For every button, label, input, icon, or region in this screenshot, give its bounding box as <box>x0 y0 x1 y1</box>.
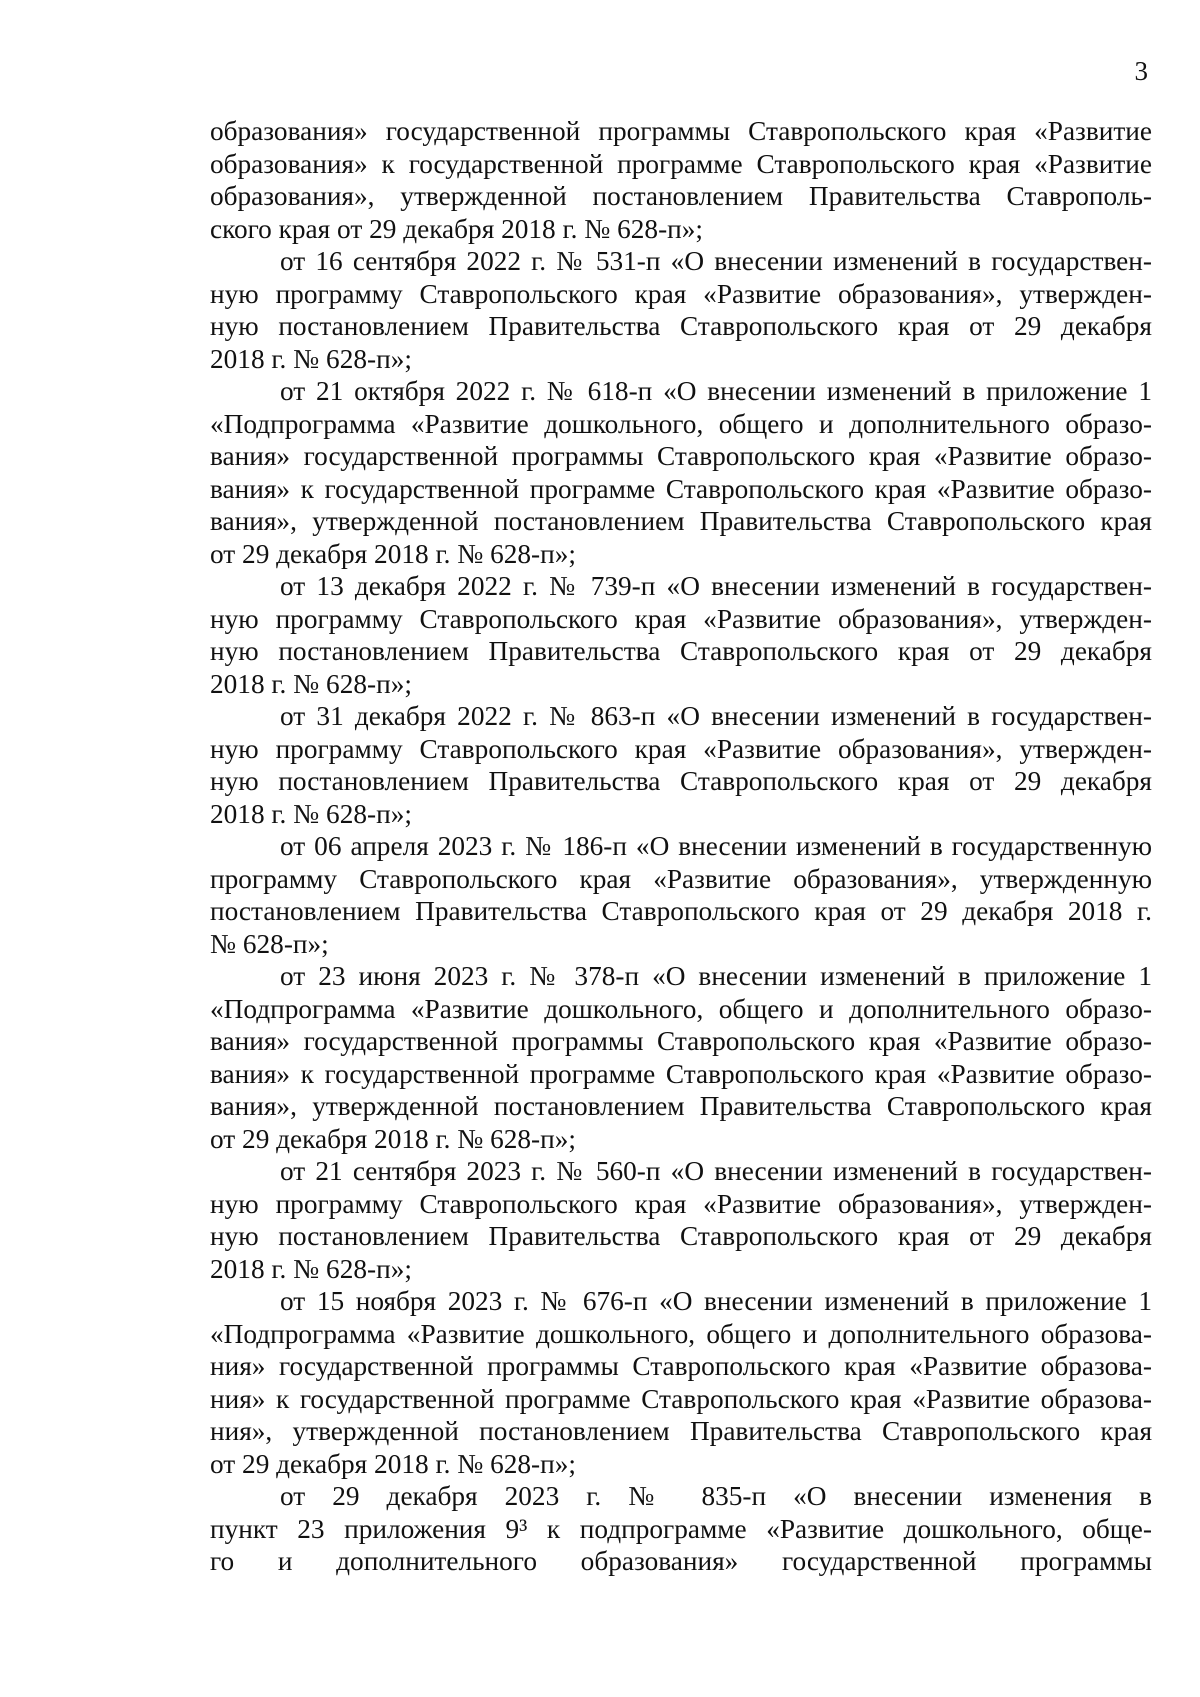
text-line: ную постановлением Правительства Ставропольского края от 29 декабря <box>210 636 1152 666</box>
paragraph-decree-739 <box>210 570 1152 700</box>
text-line: ния» государственной программы Ставропольского края «Развитие образова- <box>210 1351 1152 1381</box>
text-line: от 29 декабря 2018 г. № 628-п»; <box>210 1448 576 1479</box>
text-line: от 29 декабря 2018 г. № 628-п»; <box>210 1123 576 1154</box>
paragraph-decree-531 <box>210 245 1152 375</box>
text-line: образования» к государственной программе Ставропольского края «Развитие <box>210 148 1152 179</box>
text-line: вания», утвержденной постановлением Правительства Ставропольского края <box>210 1091 1152 1121</box>
text-line: «Подпрограмма «Развитие дошкольного, общего и дополнительного образо- <box>210 408 1152 439</box>
text-line: образования» государственной программы Ставропольского края «Развитие <box>210 116 1152 146</box>
text-line: программу Ставропольского края «Развитие образования», утвержденную <box>210 863 1152 894</box>
text-line: ную программу Ставропольского края «Развитие образования», утвержден- <box>210 1188 1152 1219</box>
paragraph-decree-835 <box>210 1480 1152 1578</box>
text-line: постановлением Правительства Ставропольского края от 29 декабря 2018 г. <box>210 896 1152 926</box>
text-line: ную постановлением Правительства Ставропольского края от 29 декабря <box>210 1221 1152 1251</box>
text-line: ную постановлением Правительства Ставропольского края от 29 декабря <box>210 766 1152 796</box>
text-line: ную программу Ставропольского края «Развитие образования», утвержден- <box>210 278 1152 309</box>
paragraph-decree-378 <box>210 960 1152 1155</box>
paragraph-decree-863 <box>210 700 1152 830</box>
text-line: вания» к государственной программе Ставропольского края «Развитие образо- <box>210 473 1152 504</box>
text-line: образования», утвержденной постановлением Правительства Ставрополь- <box>210 181 1152 211</box>
paragraph-decree-618 <box>210 375 1152 570</box>
text-line: от 21 октября 2022 г. № 618-п «О внесении изменений в приложение 1 <box>280 376 1152 406</box>
text-line: вания» государственной программы Ставропольского края «Развитие образо- <box>210 1026 1152 1056</box>
text-line: «Подпрограмма «Развитие дошкольного, общего и дополнительного образо- <box>210 993 1152 1024</box>
text-line: 2018 г. № 628-п»; <box>210 1253 412 1284</box>
text-line: от 31 декабря 2022 г. № 863-п «О внесении изменений в государствен- <box>280 701 1152 731</box>
text-line: 2018 г. № 628-п»; <box>210 668 412 699</box>
text-line: от 15 ноября 2023 г. № 676-п «О внесении изменений в приложение 1 <box>280 1286 1152 1316</box>
text-line: от 06 апреля 2023 г. № 186-п «О внесении изменений в государственную <box>280 831 1152 861</box>
text-line: от 23 июня 2023 г. № 378-п «О внесении изменений в приложение 1 <box>280 961 1152 991</box>
paragraph-decree-186 <box>210 830 1152 960</box>
text-line: 2018 г. № 628-п»; <box>210 798 412 829</box>
text-line: от 16 сентября 2022 г. № 531-п «О внесении изменений в государствен- <box>280 246 1152 276</box>
text-line: вания» к государственной программе Ставропольского края «Развитие образо- <box>210 1058 1152 1089</box>
paragraph-continuation <box>210 115 1152 245</box>
text-line: ную программу Ставропольского края «Развитие образования», утвержден- <box>210 603 1152 634</box>
document-body <box>210 115 1152 1578</box>
text-line: «Подпрограмма «Развитие дошкольного, общего и дополнительного образова- <box>210 1318 1152 1349</box>
text-line: пункт 23 приложения 9³ к подпрограмме «Развитие дошкольного, обще- <box>210 1513 1152 1544</box>
text-line: го и дополнительного образования» государственной программы <box>210 1546 1152 1576</box>
text-line: вания» государственной программы Ставропольского края «Развитие образо- <box>210 441 1152 471</box>
paragraph-decree-560 <box>210 1155 1152 1285</box>
text-line: от 29 декабря 2023 г. № 835-п «О внесении изменения в <box>280 1481 1152 1511</box>
text-line: ния», утвержденной постановлением Правительства Ставропольского края <box>210 1416 1152 1446</box>
text-line: ния» к государственной программе Ставропольского края «Развитие образова- <box>210 1383 1152 1414</box>
text-line: от 29 декабря 2018 г. № 628-п»; <box>210 538 576 569</box>
text-line: от 21 сентября 2023 г. № 560-п «О внесении изменений в государствен- <box>280 1156 1152 1186</box>
text-line: от 13 декабря 2022 г. № 739-п «О внесении изменений в государствен- <box>280 571 1152 601</box>
paragraph-decree-676 <box>210 1285 1152 1480</box>
text-line: вания», утвержденной постановлением Правительства Ставропольского края <box>210 506 1152 536</box>
text-line: ную постановлением Правительства Ставропольского края от 29 декабря <box>210 311 1152 341</box>
text-line: 2018 г. № 628-п»; <box>210 343 412 374</box>
text-line: ную программу Ставропольского края «Развитие образования», утвержден- <box>210 733 1152 764</box>
page-number: 3 <box>1134 56 1148 86</box>
text-line: ского края от 29 декабря 2018 г. № 628-п»; <box>210 213 704 244</box>
text-line: № 628-п»; <box>210 928 329 959</box>
